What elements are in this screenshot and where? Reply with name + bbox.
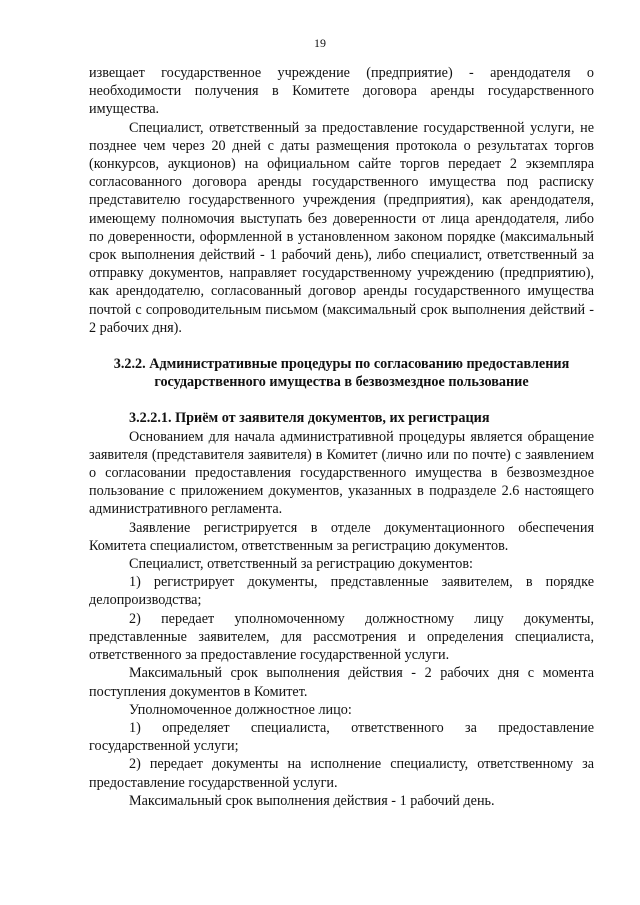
section-heading-3-2-2: 3.2.2. Административные процедуры по согласованию предоставления государственного имущества в безвозмездное пользование: [113, 356, 570, 391]
paragraph-registration: Заявление регистрируется в отделе документационного обеспечения Комитета специалистом, ответственным за регистрацию документов.: [89, 519, 594, 554]
paragraph-registrar-intro: Специалист, ответственный за регистрацию документов:: [129, 556, 473, 573]
paragraph-basis: Основанием для начала административной процедуры является обращение заявителя (представителя заявителя) в Комитет (лично или по почте) с заявлением о согласовании предоставления государственного имущества в безвозмездное пользование с приложением документов, указанных в подразделе 2.6 настоящего административного регламента.: [89, 428, 594, 518]
paragraph-official-intro: Уполномоченное должностное лицо:: [129, 701, 352, 718]
list-item-registrar-2: 2) передает уполномоченному должностному лицу документы, представленные заявителем, для рассмотрения и определения специалиста, ответственного за предоставление государственной услуги.: [89, 610, 594, 664]
paragraph-deadline-1-day: Максимальный срок выполнения действия - 1 рабочий день.: [129, 792, 495, 809]
paragraph-deadline-2-days: Максимальный срок выполнения действия - 2 рабочих дня с момента поступления документов в Комитет.: [89, 665, 594, 700]
document-body: [89, 64, 594, 810]
subsection-heading-3-2-2-1: 3.2.2.1. Приём от заявителя документов, их регистрация: [129, 410, 490, 427]
page-number: 19: [314, 36, 326, 50]
paragraph-specialist-lease: Специалист, ответственный за предоставление государственной услуги, не позднее чем через 20 дней с даты размещения протокола о результатах торгов (конкурсов, аукционов) на официальном сайте торгов передает 2 экземпляра согласованного договора аренды государственного имущества под расписку представителю государственного учреждения (предприятия), как арендодателя, имеющему полномочия выступать без доверенности от лица арендодателя, либо по доверенности, оформленной в установленном законом порядке (максимальный срок выполнения действий - 1 рабочий день), либо специалист, ответственный за отправку документов, направляет государственному учреждению (предприятию), как арендодателю, согласованный договор аренды государственного имущества почтой с сопроводительным письмом (максимальный срок выполнения действий - 2 рабочих дня).: [89, 119, 594, 336]
paragraph-continuation: извещает государственное учреждение (предприятие) - арендодателя о необходимости получения в Комитете договора аренды государственного имущества.: [89, 65, 594, 118]
list-item-official-2: 2) передает документы на исполнение специалисту, ответственному за предоставление государственной услуги.: [89, 756, 594, 791]
list-item-official-1: 1) определяет специалиста, ответственного за предоставление государственной услуги;: [89, 719, 594, 755]
list-item-registrar-1: 1) регистрирует документы, представленные заявителем, в порядке делопроизводства;: [89, 574, 594, 609]
